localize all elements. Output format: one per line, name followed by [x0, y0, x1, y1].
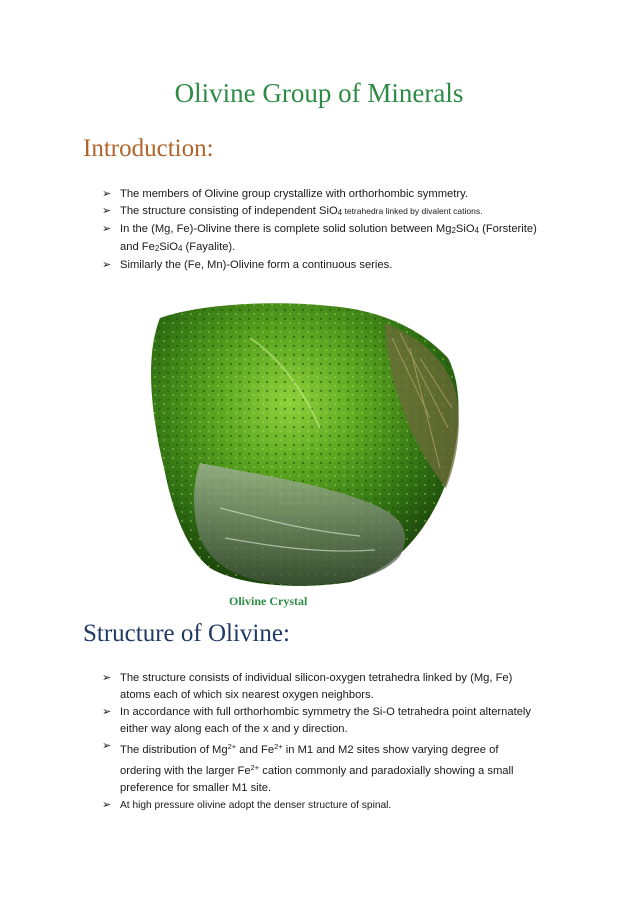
page-title: Olivine Group of Minerals [174, 78, 464, 108]
intro-bullet-3-text: In the (Mg, Fe)-Olivine there is complete solid solution between Mg [120, 223, 452, 235]
list-item: ➢ The structure consisting of independent SiO4 tetrahedra linked by divalent cations. [102, 203, 542, 221]
arrow-bullet-icon: ➢ [102, 799, 112, 811]
arrow-bullet-icon: ➢ [102, 672, 112, 684]
list-item: ➢ In the (Mg, Fe)-Olivine there is complete solid solution between Mg2SiO4 (Forsterite) and Fe2SiO4 (Fayalite). [102, 223, 537, 253]
arrow-bullet-icon: ➢ [102, 259, 112, 271]
arrow-bullet-icon: ➢ [102, 740, 112, 752]
list-item [102, 186, 542, 203]
arrow-bullet-icon: ➢ [102, 706, 112, 718]
image-caption: Olivine Crystal [229, 594, 308, 608]
structure-bullet-2: In accordance with full orthorhombic symmetry the Si-O tetrahedra point alternately either way along each of the x and y direction. [120, 706, 532, 735]
olivine-crystal-image [130, 298, 470, 588]
introduction-heading: Introduction: [83, 135, 214, 162]
intro-bullet-4: Similarly the (Fe, Mn)-Olivine form a continuous series. [120, 259, 393, 271]
structure-bullet-3-text: The distribution of Mg [120, 744, 228, 756]
structure-bullet-4: At high pressure olivine adopt the denser structure of spinal. [120, 800, 392, 811]
introduction-list [102, 186, 542, 274]
list-item [102, 797, 542, 814]
arrow-bullet-icon: ➢ [102, 188, 112, 200]
arrow-bullet-icon: ➢ [102, 223, 112, 235]
intro-bullet-2-text: The structure consisting of independent [120, 205, 320, 217]
structure-bullet-1: The structure consists of individual silicon-oxygen tetrahedra linked by (Mg, Fe) atoms each of which six nearest oxygen neighbors. [120, 672, 513, 701]
arrow-bullet-icon: ➢ [102, 205, 112, 217]
list-item: ➢ The distribution of $Mg^{2+}$ and $Fe^{2+}$ in M1 and M2 sites show varying degree of ordering with the larger $Fe^{2+}$ cation commonly and paradoxially showing a small preference for smaller M1 site. [102, 740, 514, 794]
list-item [102, 670, 542, 704]
intro-bullet-1: The members of Olivine group crystallize with orthorhombic symmetry. [120, 188, 468, 200]
list-item [102, 257, 542, 274]
list-item [102, 704, 542, 738]
structure-list [102, 670, 542, 814]
structure-heading: Structure of Olivine: [83, 620, 290, 647]
